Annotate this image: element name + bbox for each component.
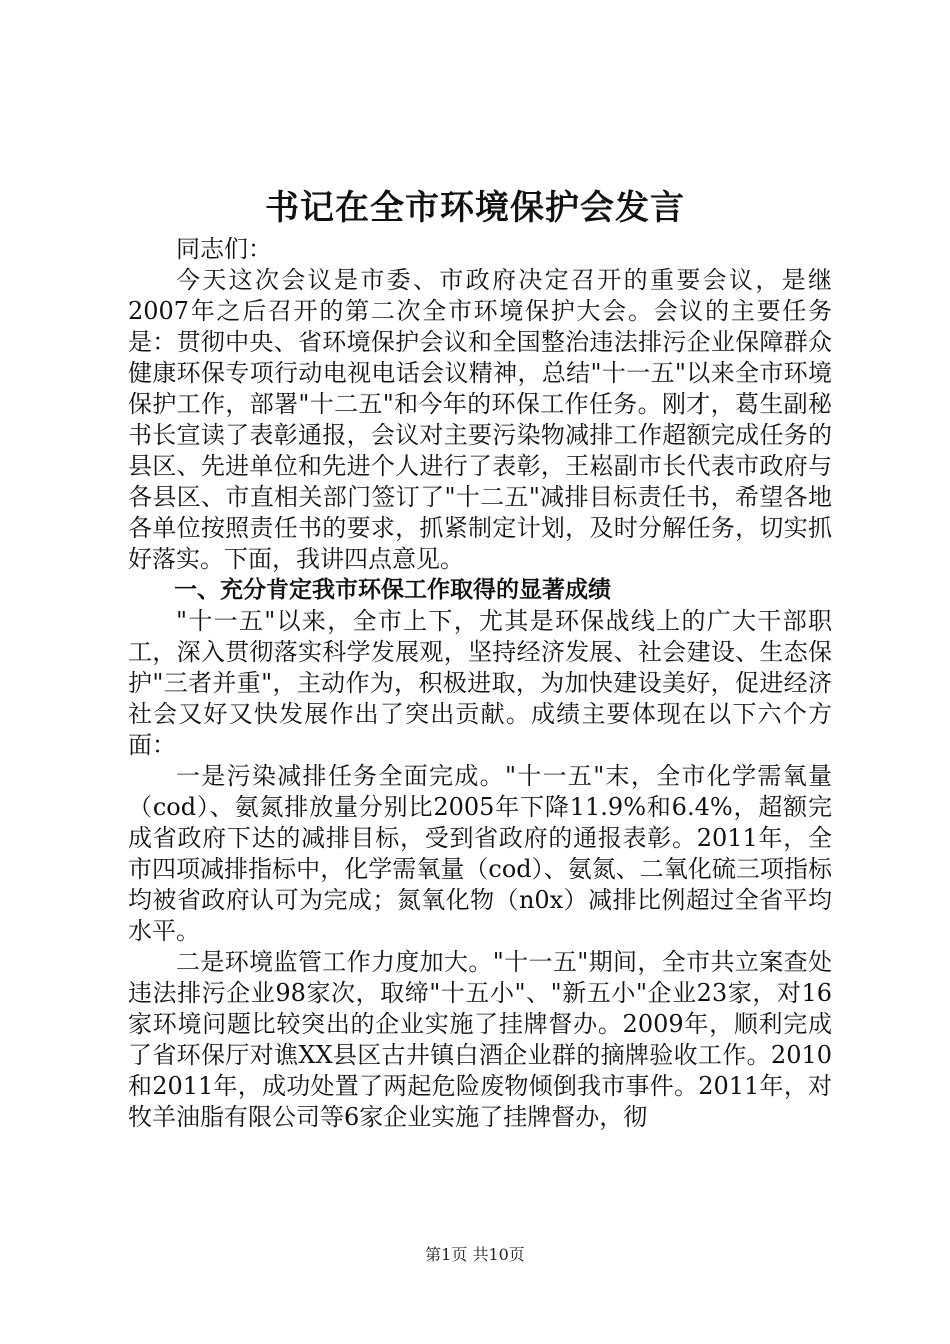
document-body: [128, 234, 832, 1133]
point-two-paragraph: 二是环境监管工作力度加大。"十一五"期间，全市共立案查处违法排污企业98家次，取缔"十五小"、"新五小"企业23家，对16家环境问题比较突出的企业实施了挂牌督办。2009年，顺利完成了省环保厅对谯XX县区古井镇白酒企业群的摘牌验收工作。2010和2011年，成功处置了两起危险废物倾倒我市事件。2011年，对牧羊油脂有限公司等6家企业实施了挂牌督办，彻: [128, 948, 832, 1131]
intro-paragraph: 今天这次会议是市委、市政府决定召开的重要会议，是继2007年之后召开的第二次全市环境保护大会。会议的主要任务是：贯彻中央、省环境保护会议和全国整治违法排污企业保障群众健康环保专项行动电视电话会议精神，总结"十一五"以来全市环境保护工作，部署"十二五"和今年的环保工作任务。刚才，葛生副秘书长宣读了表彰通报，会议对主要污染物减排工作超额完成任务的县区、先进单位和先进个人进行了表彰，王崧副市长代表市政府与各县区、市直相关部门签订了"十二五"减排目标责任书，希望各地各单位按照责任书的要求，抓紧制定计划，及时分解任务，切实抓好落实。下面，我讲四点意见。: [128, 266, 832, 573]
salutation-paragraph: 同志们：: [176, 235, 272, 263]
section-intro-paragraph: "十一五"以来，全市上下，尤其是环保战线上的广大干部职工，深入贯彻落实科学发展观，坚持经济发展、社会建设、生态保护"三者并重"，主动作为，积极进取，为加快建设美好，促进经济社会又好又快发展作出了突出贡献。成绩主要体现在以下六个方面：: [128, 607, 832, 759]
section-heading: 一、充分肯定我市环保工作取得的显著成绩: [174, 577, 611, 603]
point-one-paragraph: 一是污染减排任务全面完成。"十一五"末，全市化学需氧量（cod）、氨氮排放量分别比2005年下降11.9%和6.4%，超额完成省政府下达的减排目标，受到省政府的通报表彰。2011年，全市四项减排指标中，化学需氧量（cod）、氨氮、二氧化硫三项指标均被省政府认可为完成；氮氧化物（n0x）减排比例超过全省平均水平。: [128, 762, 832, 945]
document-title: 书记在全市环境保护会发言: [265, 188, 685, 228]
page-footer: 第1页 共10页: [425, 1245, 525, 1264]
